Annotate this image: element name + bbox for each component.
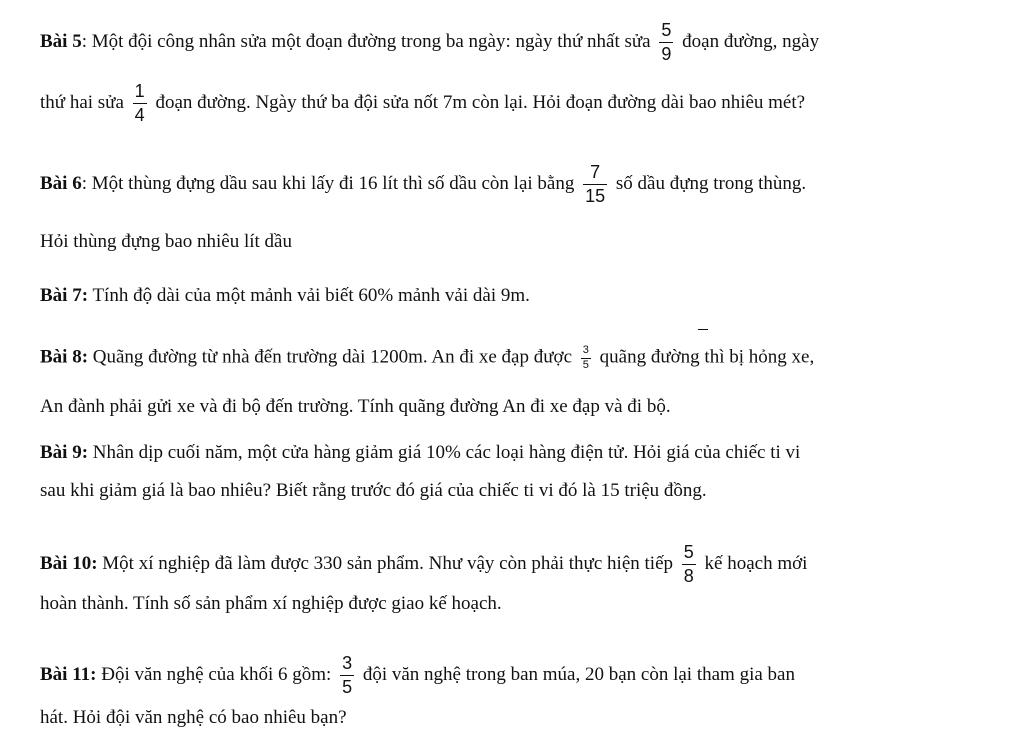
stray-overbar: [698, 329, 708, 330]
problem-5-line-2: [40, 82, 805, 125]
problem-6-line-1: Bài 6: Một thùng đựng dầu sau khi lấy đi 16 lít thì số dầu còn lại bằng $\frac{7}{15}$ số dầu đựng trong thùng.: [40, 162, 807, 206]
problem-8-line-1: [40, 345, 814, 371]
problem-8-line-2: [40, 397, 671, 416]
problem-5-label: Bài 5: [40, 30, 82, 52]
problem-11-line-2: [40, 708, 347, 727]
problem-5-text-1a: Một đội công nhân sửa một đoạn đường trong ba ngày: ngày thứ nhất sửa: [91, 30, 651, 52]
problem-11-line-1: [40, 654, 795, 697]
problem-6-line-2: [40, 232, 292, 251]
problem-11-text-1a: Đội văn nghệ của khối 6 gồm:: [101, 663, 332, 685]
problem-7-label: Bài 7:: [40, 285, 89, 306]
problem-10-text-1a: Một xí nghiệp đã làm được 330 sản phẩm. Như vậy còn phải thực hiện tiếp: [102, 552, 673, 574]
problem-10-text-1b: kế hoạch mới: [704, 552, 808, 574]
problem-7-line-1: [40, 286, 530, 305]
problem-8-text-2: An đành phải gửi xe và đi bộ đến trường. Tính quãng đường An đi xe đạp và đi bộ.: [40, 396, 671, 417]
problem-5-text-2a: thứ hai sửa: [40, 91, 124, 113]
problem-5-line-1: Bài 5: Một đội công nhân sửa một đoạn đường trong ba ngày: ngày thứ nhất sửa $\frac{5}{9}$ đoạn đường, ngày: [40, 20, 820, 64]
fraction-3-5-small: $\frac{3}{5}$: [582, 344, 589, 371]
fraction-1-4: $\frac{1}{4}$: [134, 81, 145, 125]
problem-11-label: Bài 11:: [40, 663, 97, 685]
problem-9-line-1: [40, 443, 800, 462]
problem-10-label: Bài 10:: [40, 552, 98, 574]
fraction-5-9: $\frac{5}{9}$: [661, 20, 672, 64]
problem-8-label: Bài 8:: [40, 346, 89, 368]
problem-9-text-1: Nhân dịp cuối năm, một cửa hàng giảm giá 10% các loại hàng điện tử. Hỏi giá của chiếc ti vi: [92, 442, 801, 463]
problem-8-text-1a: Quãng đường từ nhà đến trường dài 1200m. An đi xe đạp được: [92, 346, 573, 368]
fraction-7-15: $\frac{7}{15}$: [585, 162, 606, 206]
fraction-3-5: $\frac{3}{5}$: [342, 653, 353, 697]
fraction-5-8: $\frac{5}{8}$: [683, 542, 694, 586]
problem-6-text-2: Hỏi thùng đựng bao nhiêu lít dầu: [40, 231, 292, 252]
problem-10-text-2: hoàn thành. Tính số sản phẩm xí nghiệp được giao kế hoạch.: [40, 593, 502, 614]
problem-11-text-2: hát. Hỏi đội văn nghệ có bao nhiêu bạn?: [40, 707, 347, 728]
problem-9-label: Bài 9:: [40, 442, 89, 463]
problem-6-text-1a: Một thùng đựng dầu sau khi lấy đi 16 lít thì số dầu còn lại bằng: [91, 172, 575, 194]
problem-9-text-2: sau khi giảm giá là bao nhiêu? Biết rằng trước đó giá của chiếc ti vi đó là 15 triệu đồng.: [40, 480, 707, 501]
problem-5-text-1b: đoạn đường, ngày: [682, 30, 820, 52]
problem-8-text-1b: quãng đường thì bị hỏng xe,: [599, 346, 815, 368]
problem-6-label: Bài 6: [40, 172, 82, 194]
problem-5-text-2b: đoạn đường. Ngày thứ ba đội sửa nốt 7m còn lại. Hỏi đoạn đường dài bao nhiêu mét?: [155, 91, 806, 113]
problem-10-line-2: [40, 594, 502, 613]
problem-9-line-2: [40, 481, 707, 500]
problem-10-line-1: [40, 543, 807, 586]
problem-6-text-1b: số dầu đựng trong thùng.: [615, 172, 807, 194]
problem-7-text-1: Tính độ dài của một mảnh vải biết 60% mảnh vải dài 9m.: [92, 285, 530, 306]
problem-11-text-1b: đội văn nghệ trong ban múa, 20 bạn còn lại tham gia ban: [362, 663, 795, 685]
